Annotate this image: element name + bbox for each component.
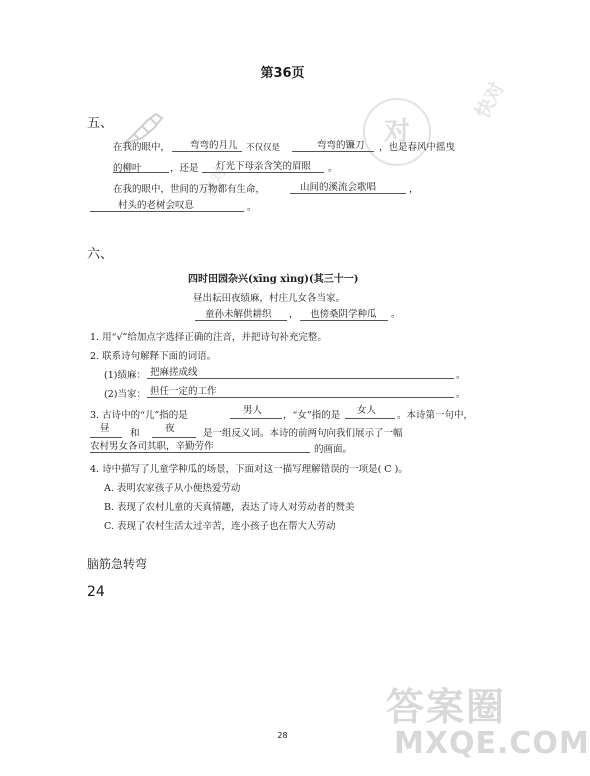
q2b-label: (2)当家： (104, 389, 146, 400)
option-a: A. 表明农家孩子从小便热爱劳动 (104, 483, 241, 494)
poem-comma: ， (289, 309, 299, 320)
q3-line2: 是一组反义词。本诗的前两句向我们展示了一幅 (203, 428, 403, 439)
question-2: 2. 联系诗句解释下面的词语。 (90, 351, 217, 362)
page-number: 28 (277, 731, 288, 740)
page-title: 第36页 (260, 66, 305, 81)
answer-line (292, 151, 374, 152)
question-1: 1. 用“√”给加点字选择正确的注音，并把诗句补充完整。 (90, 332, 327, 343)
answer-line (90, 211, 244, 212)
riddle-answer: 24 (87, 584, 105, 600)
q3-answer2: 女人 (357, 405, 377, 416)
s5-line1-prefix: 在我的眼中， (113, 142, 171, 153)
q2a-period: 。 (456, 370, 466, 381)
poem-answer2: 也傍桑阴学种瓜 (310, 309, 377, 320)
section-five-label: 五、 (87, 116, 114, 131)
q3-suffix: 。本诗第一句中， (397, 410, 474, 421)
q3-answer1: 男人 (243, 405, 263, 416)
riddle-heading: 脑筋急转弯 (87, 557, 148, 571)
s5-line4-answer: 村头的老树会叹息 (118, 200, 195, 211)
q2b-answer: 担任一定的工作 (150, 386, 217, 397)
q3-and: 和 (130, 428, 140, 439)
section-six-label: 六、 (87, 247, 114, 262)
answer-line (202, 172, 324, 173)
answer-line (195, 320, 287, 321)
q3-mid: ，“女”指的是 (283, 410, 341, 421)
option-b: B. 表现了农村儿童的天真情趣，表达了诗人对劳动者的赞美 (104, 502, 355, 513)
s5-line1-answer2: 弯弯的镰刀 (317, 140, 365, 151)
s5-line4-suffix: 。 (247, 202, 257, 213)
answer-line (172, 151, 242, 152)
watermark-url: MXQE.COM (394, 726, 590, 761)
q2b-period: 。 (456, 389, 466, 400)
s5-line2-prefix: 的柳叶 (113, 163, 142, 174)
option-c: C. 表现了农村生活太过辛苦，连小孩子也在帮大人劳动 (104, 521, 336, 532)
watermark-text-mid: 快对 (198, 163, 231, 201)
poem-answer1: 童孙未解供耕织 (205, 309, 272, 320)
answer-line (147, 397, 454, 398)
watermark-logo-text: 答案圈 (386, 685, 507, 729)
q3-answer5: 农村男女各司其职，辛勤劳作 (90, 441, 214, 452)
answer-line (300, 320, 388, 321)
s5-line1-mid: 不仅仅是 (246, 143, 281, 153)
question-4: 4. 诗中描写了儿童学种瓜的场景，下面对这一描写理解错误的一项是( C )。 (90, 464, 408, 475)
poem-title: 四时田园杂兴(xīng xìng)(其三十一) (188, 274, 359, 285)
poem-period: 。 (391, 309, 401, 320)
answer-line (90, 452, 310, 453)
q3-answer4: 夜 (165, 423, 175, 434)
s5-line2-mid: ，还是 (170, 163, 199, 174)
s5-line1-suffix: ，也是春风中摇曳 (379, 142, 456, 153)
poem-line1: 昼出耘田夜绩麻，村庄儿女各当家。 (193, 293, 346, 304)
q3-prefix: 3. 古诗中的“儿”指的是 (90, 410, 188, 421)
q2a-answer: 把麻搓成线 (150, 367, 198, 378)
s5-line3-suffix: ， (409, 184, 419, 195)
s5-line3-answer: 山间的溪流会歌唱 (300, 182, 377, 193)
watermark-text: 快对 (471, 78, 509, 123)
s5-line2-answer: 灯光下母亲含笑的眉眼 (216, 161, 312, 172)
q3-line3-suffix: 的画面。 (314, 444, 353, 455)
answer-line (113, 172, 169, 173)
q3-answer3: 昼 (100, 423, 110, 434)
s5-line3-prefix: 在我的眼中，世间的万物都有生命， (113, 184, 266, 195)
answer-line (345, 418, 395, 419)
s5-line2-suffix: 。 (328, 163, 338, 174)
answer-line (290, 193, 406, 194)
q2a-label: (1)绩麻： (104, 370, 146, 381)
answer-line (230, 418, 282, 419)
watermark-stamp: 对 (363, 98, 431, 166)
answer-line (147, 378, 454, 379)
s5-line1-answer1: 弯弯的月儿 (190, 140, 238, 151)
